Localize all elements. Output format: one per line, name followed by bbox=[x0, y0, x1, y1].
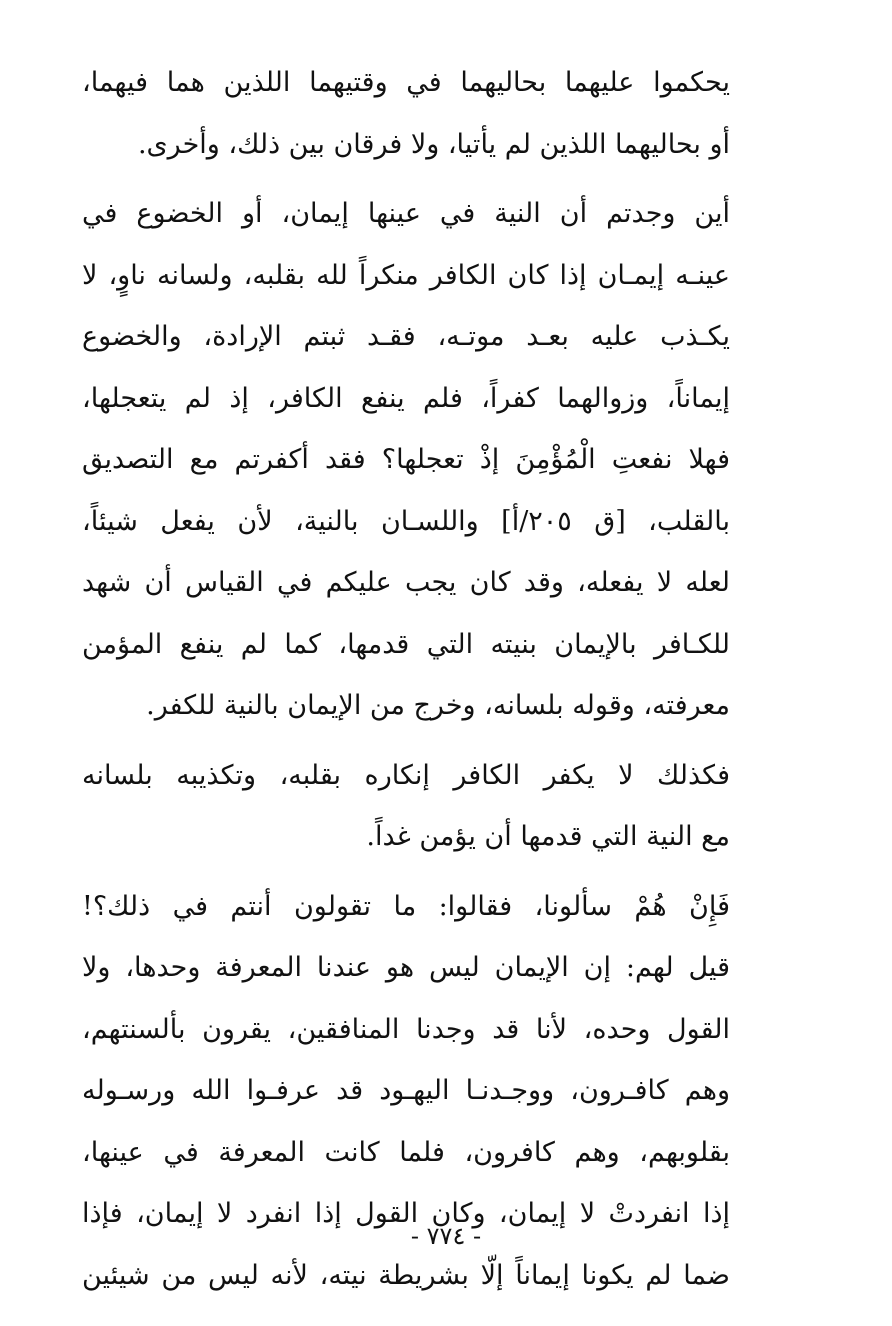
text-line: أو بحاليهما اللذين لم يأتيا، ولا فرقان بين ذلك، وأخرى. bbox=[137, 128, 730, 160]
text-line: يحكموا عليهما بحاليهما في وقتيهما اللذين هما فيهما، bbox=[82, 67, 730, 98]
text-line: قيل لهم: إن الإيمان ليس هو عندنا المعرفة وحدها، ولا bbox=[82, 952, 730, 983]
text-line: وهم كافـرون، ووجـدنـا اليهـود قد عرفـوا الله ورسـوله bbox=[82, 1075, 730, 1106]
text-line: لعله لا يفعله، وقد كان يجب عليكم في القياس أن شهد bbox=[82, 567, 730, 598]
text-line: فَإِنْ هُمْ سألونا، فقالوا: ما تقولون أنتم في ذلك؟! bbox=[82, 890, 730, 922]
text-line: بالقلب، [ق ٢٠٥/أ] واللسـان بالنية، لأن يفعل شيئاً، bbox=[82, 505, 730, 537]
text-line: القول وحده، لأنا قد وجدنا المنافقين، يقرون بألسنتهم، bbox=[82, 1013, 730, 1045]
paragraph bbox=[82, 183, 730, 737]
text-line: يكـذب عليه بعـد موتـه، فقـد ثبتم الإرادة، والخضوع bbox=[82, 321, 730, 352]
text-line: إذا انفردتْ لا إيمان، وكان القول إذا انفرد لا إيمان، فإذا bbox=[82, 1198, 730, 1229]
text-line: ضما لم يكونا إيماناً إلّا بشريطة نيته، لأنه ليس من شيئين bbox=[82, 1259, 730, 1291]
text-line: فكذلك لا يكفر الكافر إنكاره بقلبه، وتكذيبه بلسانه bbox=[82, 759, 730, 791]
text-line: عينـه إيمـان إذا كان الكافر منكراً لله بقلبه، ولسانه ناوٍ، لا bbox=[82, 259, 730, 291]
text-line: أين وجدتم أن النية في عينها إيمان، أو الخضوع في bbox=[82, 198, 730, 229]
text-line: للكـافر بالإيمان بنيته التي قدمها، كما لم ينفع المؤمن bbox=[82, 628, 730, 660]
text-line: إيماناً، وزوالهما كفراً، فلم ينفع الكافر، إذ لم يتعجلها، bbox=[82, 382, 730, 414]
page-number: - ٧٧٤ - bbox=[410, 1222, 482, 1250]
paragraph bbox=[82, 745, 730, 868]
text-line: معرفته، وقوله بلسانه، وخرج من الإيمان بالنية للكفر. bbox=[146, 690, 730, 721]
text-line: فهلا نفعتِ الْمُؤْمِنَ إذْ تعجلها؟ فقد أكفرتم مع التصديق bbox=[82, 444, 730, 475]
body-text bbox=[82, 52, 730, 1306]
paragraph bbox=[82, 52, 730, 175]
text-line: بقلوبهم، وهم كافرون، فلما كانت المعرفة في عينها، bbox=[82, 1136, 730, 1168]
text-line: مع النية التي قدمها أن يؤمن غداً. bbox=[366, 821, 730, 852]
